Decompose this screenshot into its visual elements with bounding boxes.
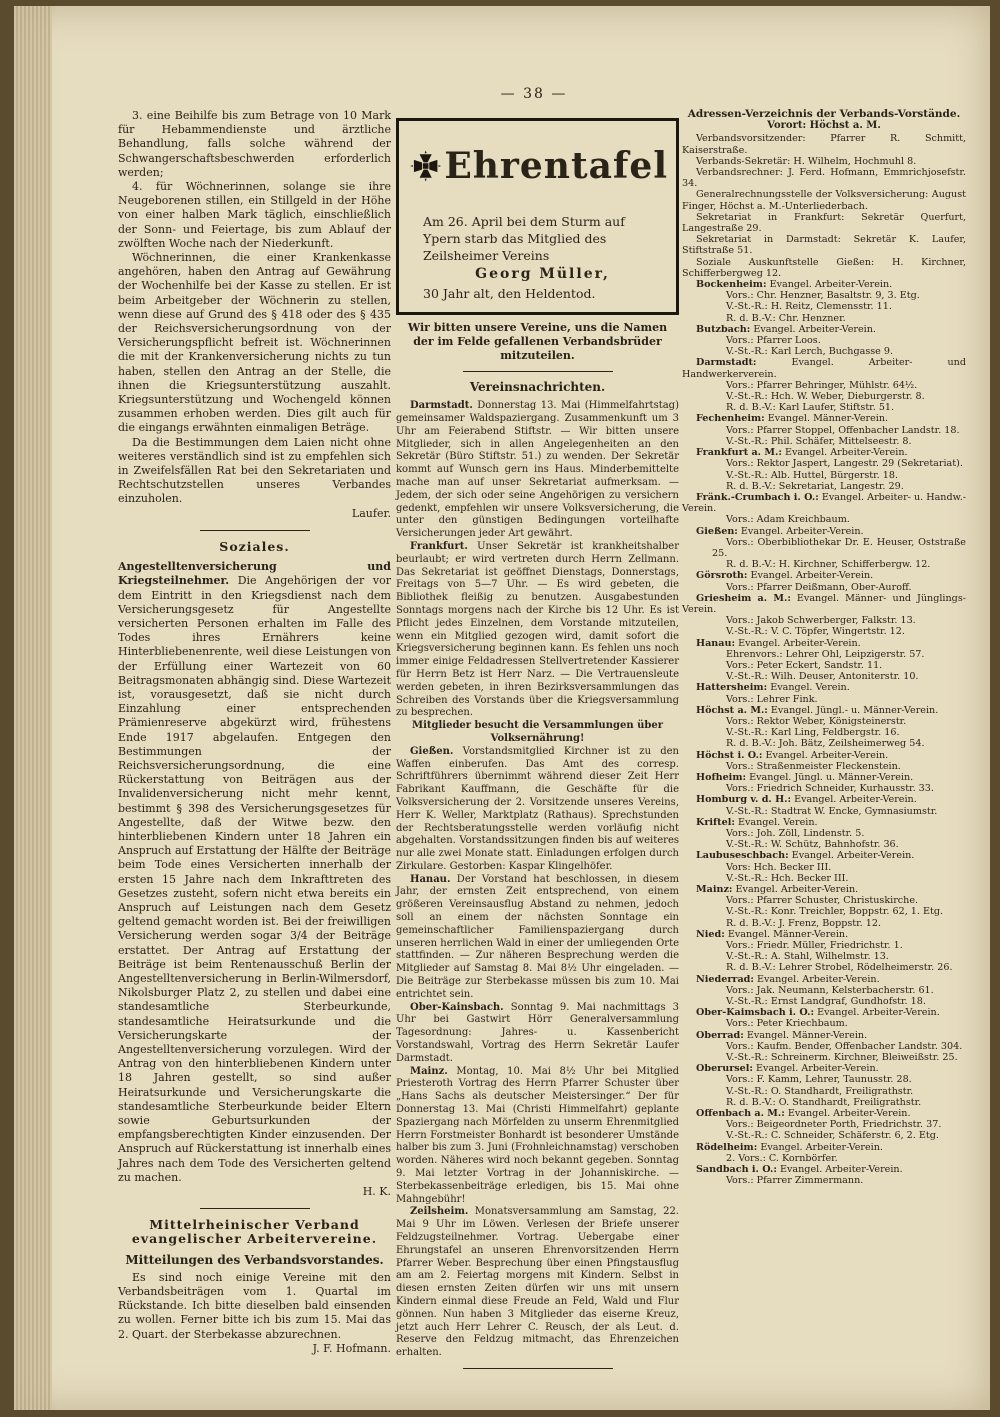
directory-line: [682, 335, 966, 346]
directory-entry: [682, 682, 966, 693]
directory-place: Oberursel:: [696, 1063, 753, 1075]
entry-text: Vorstandsmitglied Kirchner ist zu den Waffen einberufen. Das Amt des corresp. Schriftführers übernimmt während dieser Zeit Herr Fabrikant Kauffmann, die Geschäfte für die Volksversicherung der 2. Vorsitzende unseres Vereins, Herr K. Weller, Marktplatz (Rathaus). Sprechstunden der Rechtsberatungsstelle werden vorläufig nicht abgehalten. Vorstandssitzungen finden bis auf weiteres nur alle zwei Monate statt. Einladungen erfolgen durch Zirkulare. Gestorben: Kaspar Klingelhöfer.: [396, 745, 679, 872]
directory-text: V.-St.-R.: Ernst Landgraf, Gundhofstr. 18.: [726, 996, 926, 1008]
directory-place: Fränk.-Crumbach i. O.:: [696, 491, 819, 503]
directory-text: Evangel. Arbeiter-Verein.: [794, 794, 917, 806]
directory-entry: [682, 974, 966, 985]
directory-text: Evangel. Arbeiter-Verein.: [760, 1141, 883, 1153]
directory-line: [682, 862, 966, 873]
directory-line: [682, 828, 966, 839]
directory-entry: [682, 279, 966, 290]
honor-body: [399, 211, 676, 312]
directory-place: Ober-Kaimsbach i. O.:: [696, 1007, 815, 1019]
directory-place: Hofheim:: [696, 771, 747, 783]
directory-place: Frankfurt a. M.:: [696, 447, 782, 459]
directory-text: Vors.: F. Kamm, Lehrer, Taunusstr. 28.: [726, 1074, 912, 1086]
directory-text: Evangel. Arbeiter-Verein.: [779, 1164, 903, 1176]
directory-text: Vors.: Beigeordneter Porth, Friedrichstr. 37.: [726, 1119, 942, 1131]
directory-line: [682, 212, 966, 234]
directory-line: [682, 839, 966, 850]
entry-place: Frankfurt.: [410, 540, 468, 552]
directory-place: Hanau:: [696, 637, 735, 649]
honor-title: Ehrentafel: [444, 144, 668, 187]
directory-line: [682, 425, 966, 436]
directory-text: Vors.: Pfarrer Behringer, Mühlstr. 64½.: [726, 379, 918, 391]
directory-text: V.-St.-R.: Karl Ling, Feldbergstr. 16.: [726, 727, 900, 739]
signature: Laufer.: [351, 506, 391, 520]
divider: [200, 1208, 310, 1209]
directory-line: [682, 290, 966, 301]
directory-line: [682, 671, 966, 682]
directory-text: Vors.: Peter Eckert, Sandstr. 11.: [726, 659, 883, 671]
directory-entry: [682, 1142, 966, 1153]
directory-place: Bockenheim:: [696, 279, 767, 291]
directory-entry: [682, 1030, 966, 1041]
directory-text: Generalrechnungsstelle der Volksversicherung: August Finger, Höchst a. M.-Unterliederbach.: [682, 189, 966, 212]
directory-text: Evangel. Arbeiter-Verein.: [753, 323, 876, 335]
directory-text: Vors.: Oberbibliothekar Dr. E. Heuser, Oststraße 25.: [712, 536, 966, 559]
iron-cross-icon: [407, 131, 444, 201]
mitteilungen-heading: Mitteilungen des Verbandsvorstandes.: [125, 1252, 384, 1267]
directory-entry: [682, 1164, 966, 1175]
directory-text: Evangel. Verein.: [737, 816, 818, 828]
news-entry: [396, 746, 679, 874]
directory-line: [682, 1052, 966, 1063]
directory-text: V.-St.-R.: Alb. Huttel, Bürgerstr. 18.: [726, 469, 899, 481]
directory-line: [682, 1041, 966, 1052]
directory-line: [682, 380, 966, 391]
column-right: [682, 109, 966, 1187]
directory-text: V.-St.-R.: Karl Lerch, Buchgasse 9.: [726, 346, 894, 358]
directory-text: Evangel. Arbeiter- und Handwerkerverein.: [682, 357, 966, 380]
directory-line: [682, 1018, 966, 1029]
directory-entry: [682, 1007, 966, 1018]
directory-place: Offenbach a. M.:: [696, 1108, 785, 1120]
directory-line: [682, 1097, 966, 1108]
directory-entry: [682, 324, 966, 335]
directory-place: Laubuseschbach:: [696, 850, 789, 862]
directory-text: Evangel. Arbeiter-Verein.: [817, 1007, 940, 1019]
entry-text: Der Vorstand hat beschlossen, in diesem Jahr, der ernsten Zeit entsprechend, von einem größeren Vereinsausflug Abstand zu nehmen, jedoch soll an einem der nächsten Sonntage ein gemeinschaftlicher Familienspaziergang durch unseren herrlichen Wald in einer der umliegenden Orte stattfinden. — Zur näheren Besprechung werden die Mitglieder auf Samstag 8. Mai 8½ Uhr eingeladen. — Die Beiträge zur Sterbekasse müssen bis zum 10. Mai entrichtet sein.: [396, 873, 679, 1000]
directory-place: Oberrad:: [696, 1029, 744, 1041]
page-number: — 38 —: [500, 86, 568, 102]
directory-entry: [682, 1063, 966, 1074]
directory-text: Evangel. Arbeiter-Verein.: [750, 570, 874, 582]
directory-line: [682, 716, 966, 727]
directory-text: Vors.: Straßenmeister Fleckenstein.: [726, 760, 901, 772]
news-entry: [396, 874, 679, 1002]
directory-line: [682, 167, 966, 189]
entry-text: Donnerstag 13. Mai (Himmelfahrtstag) gemeinsamer Waldspaziergang. Zusammenkunft um 3 Uhr am Feierabend Stiftstr. — Wir bitten unsere Mitglieder, sich in allen Angelegenheiten an den Sekretär (Büro Stiftstr. 51.) zu wenden. Der Sekretär kommt auf Wunsch gern ins Haus. Minderbemittelte mache man auf unser Sekretariat aufmerksam. — Jedem, der sich oder seine Angehörigen zu versichern gedenkt, empfehlen wir unsere Volksversicherung, die unter den günstigen Bedingungen vorteilhafte Versicherungen jeder Art gewährt.: [396, 400, 679, 540]
directory-line: [682, 1074, 966, 1085]
callout: Mitglieder besucht die Versammlungen über Volksernährung!: [412, 720, 663, 744]
news-entry: [396, 1066, 679, 1207]
entry-place: Zeilsheim.: [410, 1206, 469, 1218]
directory-place: Griesheim a. M.:: [696, 592, 791, 604]
directory-text: Evangel. Arbeiter-Verein.: [735, 884, 859, 896]
directory-entry: [682, 593, 966, 615]
directory-place: Butzbach:: [696, 323, 751, 335]
directory-text: Evangel. Männer-Verein.: [727, 928, 849, 940]
paragraph: 3. eine Beihilfe bis zum Betrage von 10 Mark für Hebammendienste und ärztliche Behandlung, falls solche während der Schwangerschaftsbeschwerden erforderlich werden;: [118, 109, 391, 179]
directory-text: R. d. B.-V.: Sekretariat, Langestr. 29.: [726, 480, 904, 492]
directory-line: [682, 1175, 966, 1186]
paragraph-text: Die Angehörigen der vor dem Eintritt in den Kriegsdienst nach dem Versicherungsgesetz für Angestellte versicherten Personen erhalten im Falle des Todes ihres Ernährers keine Hinterbliebenenrente, weil diese Leistungen von der Erfüllung einer Wartezeit von 60 Beitragsmonaten abhängig sind. Diese Wartezeit ist, vorausgesetzt, daß sie nicht durch Einzahlung einer entsprechenden Prämienreserve abgekürzt wird, frühestens Ende 1917 abgelaufen. Entgegen den Bestimmungen der Reichsversicherungsordnung, die eine Rückerstattung von Beiträgen aus der Invalidenversicherung nicht mehr kennt, bestimmt § 398 des Versicherungsgesetzes für Angestellte, daß der Witwe bezw. den hinterbliebenen Kindern unter 18 Jahren ein Anspruch auf Erstattung der Hälfte der Beiträge beim Tode eines Versicherten innerhalb der ersten 15 Jahre nach dem Inkrafttreten des Gesetzes zusteht, sofern nicht etwa bereits ein Anspruch auf Leistungen nach dem Gesetz geltend gemacht worden ist. Bei der freiwilligen Versicherung werden sogar 3/4 der Beiträge erstattet. Der Antrag auf Erstattung der Beiträge ist beim Rentenausschuß Berlin der Angestelltenversicherung in Berlin-Wilmersdorf, Nikolsburger Platz 2, zu stellen und dabei eine standesamtliche Sterbeurkunde, standesamtliche Heiratsurkunde und die Versicherungskarte der Angestelltenversicherung vorzulegen. Wird der Antrag von den hinterbliebenen Kindern unter 18 Jahren gestellt, so sind außer Heiratsurkunde und Versicherungskarte die standesamtliche Sterbeurkunde beider Eltern sowie Geburtsurkunden der empfangsberechtigten Kinder einzusenden. Der Anspruch auf Rückerstattung ist innerhalb eines Jahres nach dem Tode des Versicherten geltend zu machen.: [118, 574, 391, 1184]
directory-text: Vors.: Rektor Weber, Königsteinerstr.: [726, 715, 907, 727]
directory-text: Vors.: Pfarrer Schuster, Christuskirche.: [726, 895, 919, 907]
page-edge: [14, 6, 52, 1410]
directory-line: [682, 738, 966, 749]
entry-text: Monatsversammlung am Samstag, 22. Mai 9 Uhr im Löwen. Verlesen der Briefe unserer Feldzugsteilnehmer. Vortrag. Uebergabe einer Ehrungstafel an unseren Ehrenvorsitzenden Herrn Pfarrer Weber. Besprechung über einen Pfingstausflug am am 2. Feiertag morgens mit Kindern. Selbst in diesen ernsten Zeiten dürfen wir uns mit unsern Kindern einmal diese Freude an Feld, Wald und Flur gönnen. Nun haben 3 Mitglieder das eiserne Kreuz, jetzt auch Herr Lehrer C. Reusch, der als Leut. d. Reserve den Feldzug mitmacht, das Ehrenzeichen erhalten.: [396, 1206, 679, 1359]
signature: H. K.: [362, 1185, 391, 1199]
honor-header: [399, 121, 676, 211]
directory-text: V.-St.-R.: W. Schütz, Bahnhofstr. 36.: [726, 839, 899, 851]
directory-line: [682, 1119, 966, 1130]
directory-line: [682, 301, 966, 312]
directory-line: [682, 189, 966, 211]
directory-place: Darmstadt:: [696, 357, 757, 369]
directory-line: [682, 694, 966, 705]
column-middle: [396, 109, 679, 1377]
directory-text: Vors.: Kaufm. Bender, Offenbacher Landstr. 304.: [726, 1040, 963, 1052]
directory-text: V.-St.-R.: V. C. Töpfer, Wingertstr. 12.: [726, 626, 905, 638]
directory-place: Hattersheim:: [696, 682, 768, 694]
directory-line: [682, 458, 966, 469]
directory-text: V.-St.-R.: Phil. Schäfer, Mittelseestr. 8.: [726, 435, 912, 447]
directory-text: Evangel. Arbeiter-Verein.: [756, 1063, 879, 1075]
directory-entry: [682, 526, 966, 537]
directory-line: [682, 626, 966, 637]
directory-place: Nied:: [696, 928, 725, 940]
entry-text: Sonntag 9. Mai nachmittags 3 Uhr bei Gastwirt Hörr Generalversammlung Tagesordnung: Jahres- u. Kassenbericht Vorstandswahl, Vortrag des Herrn Sekretär Laufer Darmstadt.: [396, 1001, 679, 1064]
directory-text: Evangel. Arbeiter- u. Handw.-Verein.: [682, 491, 966, 515]
directory-line: [682, 133, 966, 155]
newspaper-page: [14, 6, 990, 1410]
directory-text: V.-St.-R.: C. Schneider, Schäferstr. 6, 2. Etg.: [726, 1130, 939, 1142]
directory-line: [682, 940, 966, 951]
directory-text: Evangel. Männer- und Jünglings-Verein.: [682, 592, 966, 615]
directory-line: [682, 470, 966, 481]
directory-text: Evangel. Männer-Verein.: [746, 1029, 868, 1041]
entry-text: Montag, 10. Mai 8½ Uhr bei Mitglied Priesteroth Vortrag des Herrn Pfarrer Schuster über „Hans Sachs als deutscher Meistersinger.“ Der für Donnerstag 13. Mai (Christi Himmelfahrt) geplante Spaziergang nach Mörfelden zu unserm Ehrenmitglied Herrn Forstmeister Bonhardt ist besonderer Umstände halber bis zum 3. Juni (Frohnleichnamstag) verschoben worden. Näheres wird noch bekannt gegeben. Sonntag 9. Mai letzter Vortrag in der Johanniskirche. — Sterbekassenbeiträge erledigen, bis 15. Mai ohne Mahngebühr!: [396, 1065, 679, 1205]
directory-line: [682, 660, 966, 671]
directory-text: R. d. B.-V.: Joh. Bätz, Zeilsheimerweg 54.: [726, 738, 925, 750]
directory-text: Evangel. Jüngl. u. Männer-Verein.: [749, 771, 914, 783]
directory-text: V.-St.-R.: Stadtrat W. Encke, Gymnasiumstr.: [726, 805, 938, 817]
paragraph: Da die Bestimmungen dem Laien nicht ohne weiteres verständlich sind ist zu empfehlen sich in Zweifelsfällen Rat bei den Sekretariaten und Rechtschutzstellen unseres Verbandes einzuholen.: [118, 435, 391, 506]
directory-line: [682, 962, 966, 973]
directory-line: [682, 436, 966, 447]
directory-text: Vors.: Pfarrer Zimmermann.: [726, 1175, 864, 1187]
directory-text: Vors.: Pfarrer Stoppel, Offenbacher Landstr. 18.: [726, 424, 960, 436]
directory-text: R. d. B.-V.: H. Kirchner, Schifferbergw. 12.: [726, 559, 931, 571]
directory-text: Vors.: Adam Kreichbaum.: [726, 514, 850, 526]
directory-text: Vors.: Pfarrer Deißmann, Ober-Auroff.: [726, 581, 912, 593]
directory-text: Verbandsvorsitzender: Pfarrer R. Schmitt, Kaiserstraße.: [682, 133, 966, 156]
directory-text: Verbandsrechner: J. Ferd. Hofmann, Emmrichjosefstr. 34.: [682, 167, 966, 190]
entry-place: Hanau.: [410, 873, 451, 885]
directory-text: Sekretariat in Frankfurt: Sekretär Querfurt, Langestraße 29.: [682, 211, 966, 235]
directory-line: [682, 996, 966, 1007]
directory-text: Vors.: Joh. Zöll, Lindenstr. 5.: [726, 828, 865, 839]
directory-text: Evangel. Arbeiter-Verein.: [787, 1108, 911, 1120]
divider: [463, 1368, 613, 1369]
directory-text: Evangel. Männer-Verein.: [767, 413, 889, 425]
directory-text: Vors.: Pfarrer Loos.: [726, 335, 821, 347]
directory-line: [682, 985, 966, 996]
directory-line: [682, 582, 966, 593]
paragraph: Wöchnerinnen, die einer Krankenkasse angehören, haben den Antrag auf Gewährung der Wochenhilfe bei der Kasse zu stellen. Er ist beim Arbeitgeber der Wöchnerin zu stellen, wenn diese auf Grund des § 418 oder des § 435 der Reichsversicherungsordnung von der Versicherungspflicht befreit ist. Wöchnerinnen die mit der Krankenversicherung nichts zu tun haben, stellen den Antrag an der Stelle, die ihnen die Kriegsunterstützung auszahlt. Kriegsunterstützung und Wochengeld können zusammen erhoben werden. Dies gilt auch für die eingangs erwähnten einmaligen Beträge.: [118, 251, 391, 435]
vorort-heading: Vorort: Höchst a. M.: [767, 120, 881, 132]
directory-text: Evangel. Arbeiter-Verein.: [784, 447, 908, 459]
news-entries: [396, 400, 679, 1360]
directory-line: [682, 514, 966, 525]
directory-text: V.-St.-R.: A. Stahl, Wilhelmstr. 13.: [726, 951, 889, 963]
signature: J. F. Hofmann.: [312, 1341, 391, 1355]
directory-text: Vors.: Friedrich Schneider, Kurhausstr. 33.: [726, 783, 934, 795]
directory-text: Evangel. Arbeiter-Verein.: [765, 749, 889, 761]
directory-place: Gießen:: [696, 525, 738, 537]
directory-text: R. d. B.-V.: Chr. Henzner.: [726, 312, 846, 324]
directory-text: Evangel. Verein.: [770, 682, 850, 694]
directory-text: Vors.: Chr. Henzner, Basaltstr. 9, 3. Etg.: [726, 290, 920, 302]
directory-line: [682, 806, 966, 817]
directory-place: Höchst a. M.:: [696, 704, 768, 716]
directory-place: Mainz:: [696, 884, 733, 896]
directory-place: Kriftel:: [696, 816, 735, 828]
directory-line: [682, 951, 966, 962]
directory-entry: [682, 638, 966, 649]
directory-line: [682, 761, 966, 772]
directory-text: R. d. B.-V.: Lehrer Strobel, Rödelheimerstr. 26.: [726, 962, 953, 974]
entry-place: Ober-Kainsbach.: [410, 1001, 504, 1013]
directory-line: [682, 1153, 966, 1164]
directory-text: 2. Vors.: C. Kornbörfer.: [726, 1152, 838, 1164]
directory-line: [682, 1130, 966, 1141]
entry-place: Darmstadt.: [410, 400, 473, 412]
paragraph: 4. für Wöchnerinnen, solange sie ihre Neugeborenen stillen, ein Stillgeld in der Höhe von einer halben Mark täglich, einschließlich der Sonn- und Feiertage, bis zum Ablauf der zwölften Woche nach der Niederkunft.: [118, 180, 391, 250]
directory-text: V.-St.-R.: Hch. Becker III.: [726, 872, 849, 884]
news-entry: [396, 1206, 679, 1360]
directory-place: Sandbach i. O.:: [696, 1164, 777, 1176]
directory-entry: [682, 1108, 966, 1119]
directory-text: Ehrenvors.: Lehrer Ohl, Leipzigerstr. 57.: [726, 648, 925, 660]
directory-entry: [682, 705, 966, 716]
honor-note: Wir bitten unsere Vereine, uns die Namen der im Felde gefallenen Verbandsbrüder mitzuteilen.: [407, 321, 668, 362]
news-entry: [396, 1002, 679, 1066]
directory-text: Vors.: Jak. Neumann, Kelsterbacherstr. 61.: [726, 984, 934, 996]
directory-text: Sekretariat in Darmstadt: Sekretär K. Laufer, Stiftstraße 51.: [682, 234, 966, 257]
directory-line: [682, 873, 966, 884]
directory-line: [682, 649, 966, 660]
directory-text: Vors.: Jakob Schwerberger, Falkstr. 13.: [726, 615, 916, 627]
paragraph: [118, 560, 391, 1185]
directory-line: [682, 559, 966, 570]
directory-entry: [682, 884, 966, 895]
directory-entry: [682, 357, 966, 379]
lead-heading: Angestelltenversicherung und Kriegsteilnehmer.: [118, 560, 391, 588]
directory-line: [682, 346, 966, 357]
directory-line: [682, 313, 966, 324]
directory-line: [682, 1086, 966, 1097]
honor-box: [396, 118, 679, 315]
directory-line: [682, 895, 966, 906]
directory-line: [682, 234, 966, 256]
directory-text: Evangel. Arbeiter-Verein.: [756, 973, 880, 985]
directory-place: Niederrad:: [696, 973, 754, 985]
directory-text: Vors.: Lehrer Fink.: [726, 693, 818, 705]
news-entry: [396, 400, 679, 541]
entry-text: Unser Sekretär ist krankheitshalber beurlaubt; er wird vertreten durch Herrn Zellmann. Das Sekretariat ist geöffnet Dienstags, Donnerstags, Freitags von 5—7 Uhr. — Es wird gebeten, die Bibliothek fleißig zu benutzen. Ausgabestunden Sonntags morgens nach der Kirche bis 12 Uhr. Es ist Pflicht jedes Einzelnen, dem Vorstande mitzuteilen, wenn ein Mitglied gezogen wird, damit sofort die Kriegsversicherung beginnen kann. Es fehlen uns noch immer einige Feldadressen Stellvertretender Kassierer für Herrn Betz ist Herr Narz. — Die Vertrauensleute werden gebeten, in ihren Bezirksversammlungen das Schreiben des Vorstands über die Kriegsversammlung zu besprechen.: [396, 540, 679, 719]
directory-entry: [682, 413, 966, 424]
directory-text: Vors.: Friedr. Müller, Friedrichstr. 1.: [726, 940, 903, 952]
directory-entry: [682, 772, 966, 783]
honor-name: Georg Müller,: [475, 266, 610, 282]
directory-place: Höchst i. O.:: [696, 749, 763, 761]
directory-entry: [682, 447, 966, 458]
directory-line: [682, 727, 966, 738]
directory-line: [682, 391, 966, 402]
directory-title: Adressen-Verzeichnis der Verbands-Vorstände.: [687, 108, 961, 120]
directory-line: [682, 481, 966, 492]
directory-text: Vors: Hch. Becker III.: [726, 861, 832, 873]
directory-text: Evangel. Arbeiter-Verein.: [738, 637, 861, 649]
directory-text: Evangel. Arbeiter-Verein.: [769, 279, 893, 291]
honor-text: Am 26. April bei dem Sturm auf Ypern starb das Mitglied des Zeilsheimer Vereins: [423, 214, 625, 263]
directory-text: Verbands-Sekretär: H. Wilhelm, Hochmuhl 8.: [696, 155, 917, 167]
directory-line: [682, 257, 966, 279]
directory-entry: [682, 750, 966, 761]
directory-entry: [682, 850, 966, 861]
honor-age: 30 Jahr alt, den Heldentod.: [423, 286, 596, 301]
paragraph: Es sind noch einige Vereine mit den Verbandsbeiträgen vom 1. Quartal im Rückstande. Ich bitte dieselben bald einsenden zu wollen. Ferner bitte ich bis zum 15. Mai das 2. Quart. der Sterbekasse abzurechnen.: [118, 1270, 391, 1341]
section-heading: Soziales.: [219, 538, 290, 554]
directory-text: V.-St.-R.: H. Reitz, Clemensstr. 11.: [726, 301, 892, 313]
directory-line: [682, 615, 966, 626]
directory-entry: [682, 794, 966, 805]
directory-text: R. d. B.-V.: J. Frenz, Boppstr. 12.: [726, 917, 882, 929]
directory-line: [682, 156, 966, 167]
directory-text: V.-St.-R.: Schreinerm. Kirchner, Bleiweißstr. 25.: [726, 1052, 958, 1064]
directory-text: Evangel. Arbeiter-Verein.: [740, 525, 864, 537]
directory-line: [682, 783, 966, 794]
directory-line: [682, 402, 966, 413]
directory-text: R. d. B.-V.: O. Standhardt, Freiligrathstr.: [726, 1096, 922, 1108]
directory-entry: [682, 492, 966, 514]
directory-text: V.-St.-R.: Wilh. Deuser, Antoniterstr. 10.: [726, 671, 919, 683]
news-entry: [396, 541, 679, 720]
directory-line: [682, 537, 966, 559]
directory-text: Evangel. Jüngl.- u. Männer-Verein.: [770, 704, 939, 716]
directory-text: Evangel. Arbeiter-Verein.: [791, 850, 915, 862]
directory-entry: [682, 817, 966, 828]
entry-place: Mainz.: [410, 1065, 448, 1077]
directory-place: Görsroth:: [696, 570, 748, 582]
directory-place: Rödelheim:: [696, 1141, 758, 1153]
directory-text: Vors.: Rektor Jaspert, Langestr. 29 (Sekretariat).: [726, 458, 963, 470]
directory-text: R. d. B.-V.: Karl Laufer, Stiftstr. 51.: [726, 402, 895, 414]
directory-text: Soziale Auskunftstelle Gießen: H. Kirchner, Schifferbergweg 12.: [682, 256, 966, 279]
directory-text: V.-St.-R.: Konr. Treichler, Boppstr. 62, 1. Etg.: [726, 906, 944, 918]
news-heading: Vereinsnachrichten.: [469, 380, 606, 394]
directory-place: Homburg v. d. H.:: [696, 794, 792, 806]
directory-text: V.-St.-R.: Hch. W. Weber, Dieburgerstr. 8.: [726, 391, 925, 403]
directory-entry: [682, 929, 966, 940]
directory-list: [682, 133, 966, 1186]
directory-line: [682, 918, 966, 929]
entry-place: Gießen.: [410, 745, 454, 757]
directory-text: V.-St.-R.: O. Standhardt, Freiligrathstr.: [726, 1085, 914, 1097]
directory-line: [682, 906, 966, 917]
directory-text: Vors.: Peter Kriechbaum.: [726, 1018, 848, 1030]
divider: [200, 530, 310, 531]
column-left: [118, 109, 391, 1356]
verband-heading: Mittelrheinischer Verband evangelischer Arbeitervereine.: [131, 1217, 378, 1247]
directory-place: Fechenheim:: [696, 413, 765, 425]
directory-entry: [682, 570, 966, 581]
divider: [463, 371, 613, 372]
